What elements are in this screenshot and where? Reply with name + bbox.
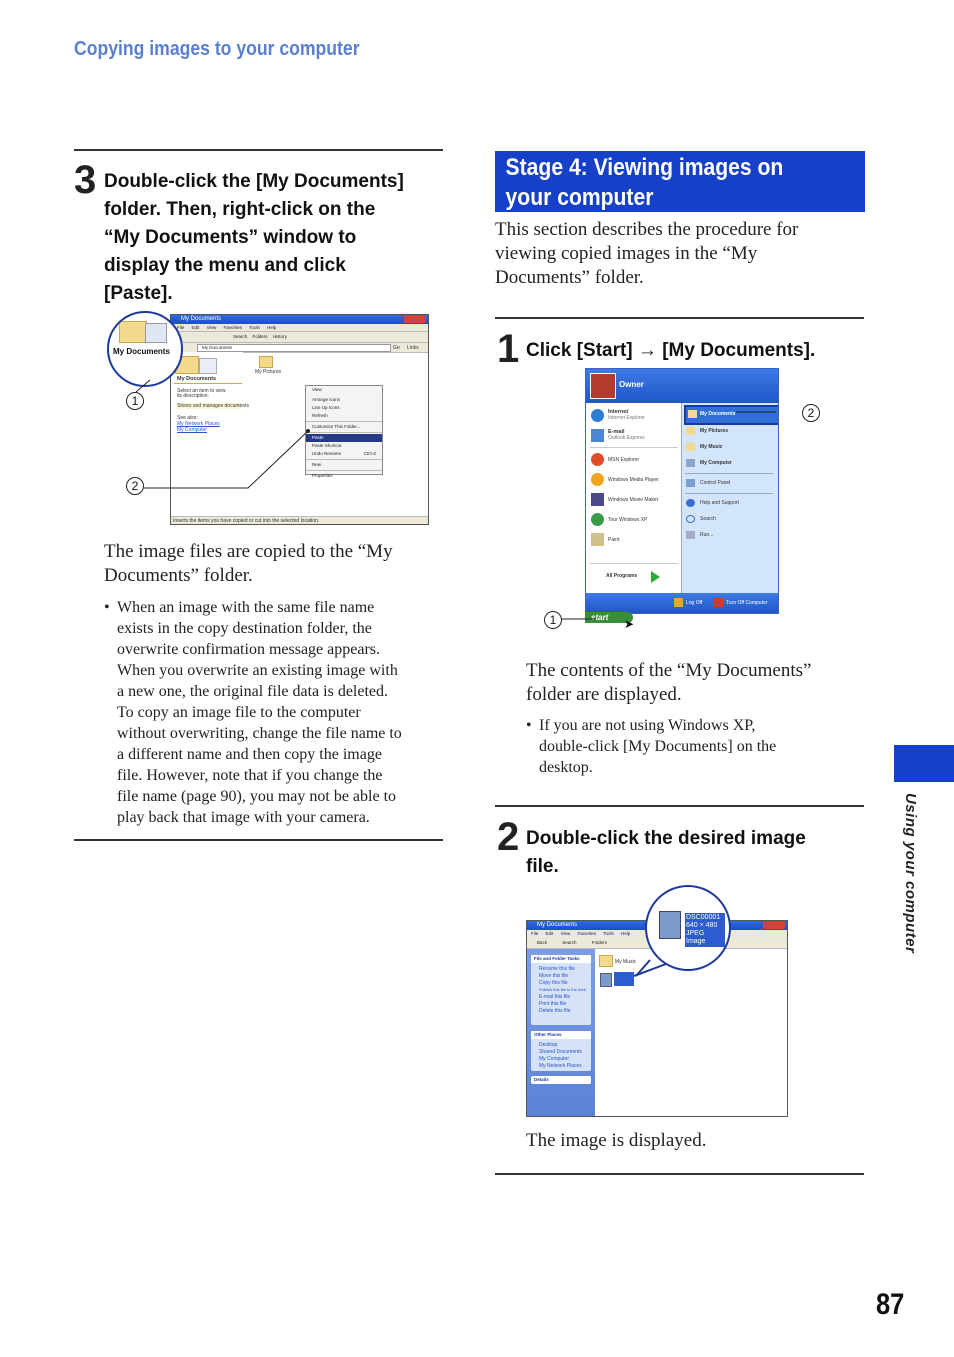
step-3-result: The image files are copied to the “My Documents” folder. [104,541,393,586]
panel-text: Stores and manages documents [177,403,249,409]
place-link[interactable]: My Network Places [539,1063,582,1069]
cursor-icon: ➤ [624,617,635,631]
menu-item-line-up-icons[interactable]: Line Up Icons [312,405,340,410]
place-link[interactable]: Shared Documents [539,1049,582,1055]
window-titlebar: My Documents [171,315,428,324]
window-controls-icon [763,922,785,929]
start-item-my-documents[interactable]: My Documents [684,405,779,425]
step-2-top-rule [495,805,864,807]
go-button[interactable]: Go [393,345,400,351]
menu-item-arrange-icons[interactable]: Arrange Icons [312,397,341,402]
task-link[interactable]: E-mail this file [539,994,571,1000]
panel-title: My Documents [177,376,217,382]
callout-1: 1 [544,611,562,629]
see-also-label: See also: [177,415,198,421]
window-titlebar: My Documents [527,921,787,930]
user-avatar [590,373,616,399]
tasks-title: File and Folder Tasks [531,955,591,963]
magnifier-lens [645,885,731,971]
status-text: Inserts the items you have copied or cut into the selected location. [173,518,320,524]
callout-2: 2 [802,404,820,422]
magnifier-label: My Documents [113,347,170,356]
user-name: Owner [619,380,644,389]
task-link[interactable]: Publish this file to the Web [539,987,587,992]
image-file-icon[interactable] [600,973,612,987]
panel-text: Select an item to view its description. [177,388,226,399]
links-label: Links [407,345,419,351]
my-computer-link[interactable]: My Computer [177,427,208,433]
menu-item-paste-shortcut[interactable]: Paste Shortcut [312,443,342,448]
start-menu-left: Internet Internet Explorer E-mail Outlook Express MSN Explorer Windows Media Player Windows Movie Maker Tour Windows XP Paint All Programs [586,403,681,593]
menubar: File Edit View Favorites Tools Help [527,930,787,937]
file-info-label: DSC00001 640 × 480 JPEG Image [685,913,725,947]
window-controls-icon [404,316,426,323]
menu-item-new[interactable]: New [312,462,322,467]
status-bar [171,516,428,524]
stage-4-intro: This section describes the procedure for viewing copied images in the “My Documents” folder. [495,219,799,288]
start-label: start [591,613,609,622]
callout-lines [120,340,410,500]
stage-title-line: Stage 4: Viewing images on [505,154,784,181]
section-tab [894,745,954,782]
step-3-title-line: [Paste]. [104,283,173,304]
running-header: Copying images to your computer [74,38,360,60]
task-link[interactable]: Delete this file [539,1008,571,1014]
details-title[interactable]: Details [531,1076,591,1084]
step-3-top-rule [74,149,443,151]
step-3-title [104,168,444,308]
menu-item-customize-folder[interactable]: Customize This Folder... [312,424,361,429]
callout-2: 2 [126,477,144,495]
section-label: Using your computer [902,793,919,954]
menu-item-properties[interactable]: Properties [312,473,333,478]
menu-item-view[interactable]: View [312,387,322,392]
callout-lines [560,405,800,625]
step-3-note: • When an image with the same file name exists in the copy destination folder, the overwrite confirmation message appears. When you overwrite an existing image with a new one, the original file data is deleted. To copy an image file to the computer without overwriting, change the file name to a different name and then copy the image file. However, note that if you change the file name (page 90), you may not be able to play back that image with your camera. [104,599,402,826]
my-pictures-label: My Pictures [255,369,282,375]
step-2-title: Double-click the desired image file. [526,828,806,877]
menu-item-paste[interactable]: Paste [306,434,382,442]
menubar: File Edit View Favorites Tools Help [171,324,428,332]
toolbar: Back Search Folders [527,937,787,949]
task-pane [527,949,595,1116]
places-title: Other Places [531,1031,591,1039]
toolbar: Search Folders History [171,332,428,343]
image-file-icon [659,911,681,939]
address-input[interactable]: My Documents [197,344,391,352]
page-number: 87 [876,1288,905,1321]
task-link[interactable]: Copy this file [539,980,568,986]
task-link[interactable]: Rename this file [539,966,575,972]
start-menu-footer: Log Off Turn Off Computer [586,593,778,613]
step-3-title-line: display the menu and click [104,255,346,276]
stage-title-line: your computer [505,184,654,211]
place-link[interactable]: My Computer [539,1056,570,1062]
place-link[interactable]: Desktop [539,1042,558,1048]
my-music-label: My Music [615,959,637,965]
step-3-number: 3 [74,158,97,202]
step-3-title-line: Double-click the [My Documents] [104,171,404,192]
step-2-bottom-rule [495,1173,864,1175]
task-link[interactable]: Move this file [539,973,569,979]
step-1-note: • If you are not using Windows XP, double-click [My Documents] on the desktop. [526,717,777,776]
start-menu-header [586,369,778,403]
step-2-number: 2 [497,815,520,859]
step-2-result: The image is displayed. [526,1130,707,1151]
stage-4-heading [495,151,865,212]
my-network-places-link[interactable]: My Network Places [177,421,220,427]
step-1-top-rule [495,317,864,319]
tasks-box [531,955,591,1025]
step-3-title-line: folder. Then, right-click on the [104,199,376,220]
menu-item-refresh[interactable]: Refresh [312,413,328,418]
step-1-result: The contents of the “My Documents” folder are displayed. [526,660,812,705]
places-box [531,1031,591,1071]
start-menu-right: My Documents My Pictures My Music My Computer Control Panel Help and Support Search Run... [681,403,779,593]
step-3-title-line: “My Documents” window to [104,227,357,248]
callout-1: 1 [126,392,144,410]
step-3-bottom-rule [74,839,443,841]
step-1-title: Click [Start] → [My Documents]. [526,340,816,361]
task-link[interactable]: Print this file [539,1001,567,1007]
my-music-folder-icon[interactable] [599,955,613,967]
menu-item-undo-rename[interactable]: Undo Rename Ctrl+Z [312,451,376,456]
step-1-number: 1 [497,327,520,371]
